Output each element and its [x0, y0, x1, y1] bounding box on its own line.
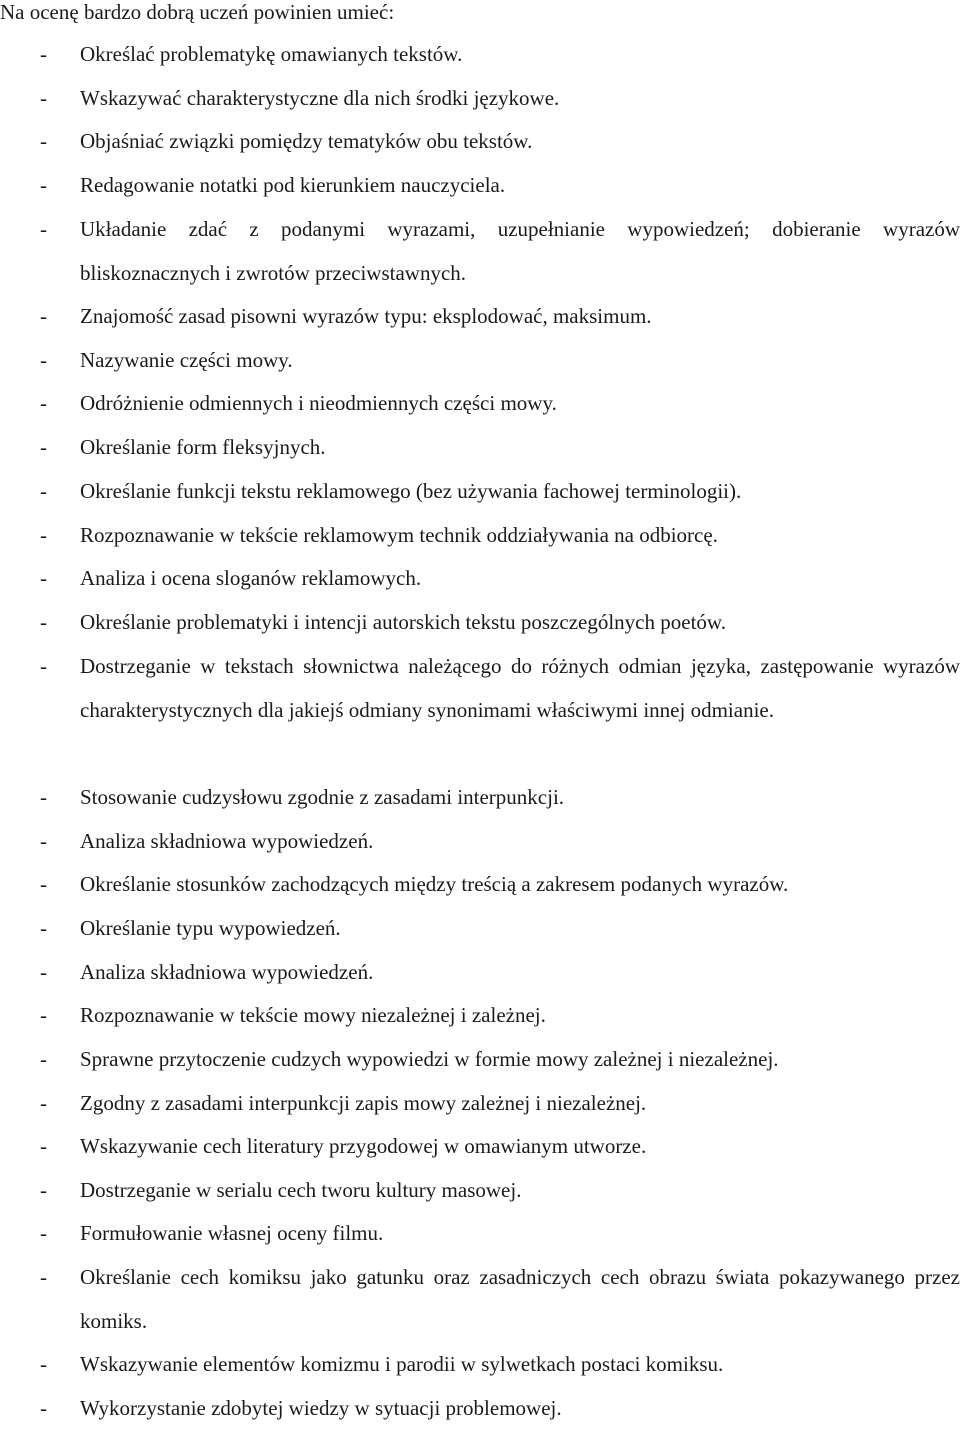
list-item-text: Wskazywać charakterystyczne dla nich środki językowe. [80, 86, 560, 110]
list-item-text: Nazywanie części mowy. [80, 348, 293, 372]
list-item-text: Stosowanie cudzysłowu zgodnie z zasadami interpunkcji. [80, 785, 565, 809]
list-item-text: Analiza składniowa wypowiedzeń. [80, 960, 374, 984]
list-item-text: Wskazywanie elementów komizmu i parodii w sylwetkach postaci komiksu. [80, 1352, 724, 1376]
list-item-text: Znajomość zasad pisowni wyrazów typu: eksplodować, maksimum. [80, 304, 652, 328]
list-bullet: - [40, 566, 47, 590]
list-item-text: Rozpoznawanie w tekście mowy niezależnej i zależnej. [80, 1003, 546, 1027]
list-bullet: - [40, 435, 47, 459]
list-bullet: - [40, 610, 47, 634]
list-item-text: Układanie zdać z podanymi wyrazami, uzupełnianie wypowiedzeń; dobieranie wyrazów bliskoznacznych i zwrotów przeciwstawnych. [80, 217, 960, 285]
list-bullet: - [40, 829, 47, 853]
list-bullet: - [40, 348, 47, 372]
list-bullet: - [40, 1003, 47, 1027]
list-bullet: - [40, 1047, 47, 1071]
list-item-text: Rozpoznawanie w tekście reklamowym technik oddziaływania na odbiorcę. [80, 523, 718, 547]
document-heading: Na ocenę bardzo dobrą uczeń powinien umieć: [0, 0, 395, 24]
list-item-text: Sprawne przytoczenie cudzych wypowiedzi w formie mowy zależnej i niezależnej. [80, 1047, 779, 1071]
list-item-text: Określanie form fleksyjnych. [80, 435, 326, 459]
list-item-text: Określanie problematyki i intencji autorskich tekstu poszczególnych poetów. [80, 610, 726, 634]
list-bullet: - [40, 1091, 47, 1115]
list-item-text: Zgodny z zasadami interpunkcji zapis mowy zależnej i niezależnej. [80, 1091, 647, 1115]
list-bullet: - [40, 1396, 47, 1420]
list-item-text: Analiza i ocena sloganów reklamowych. [80, 566, 422, 590]
list-item-text: Dostrzeganie w serialu cech tworu kultury masowej. [80, 1178, 522, 1202]
list-item-text: Określanie funkcji tekstu reklamowego (bez używania fachowej terminologii). [80, 479, 742, 503]
list-bullet: - [40, 1134, 47, 1158]
list-bullet: - [40, 654, 47, 678]
list-bullet: - [40, 872, 47, 896]
list-item-text: Wskazywanie cech literatury przygodowej w omawianym utworze. [80, 1134, 647, 1158]
list-bullet: - [40, 1265, 47, 1289]
list-bullet: - [40, 1178, 47, 1202]
list-bullet: - [40, 785, 47, 809]
list-bullet: - [40, 86, 47, 110]
list-item-text: Redagowanie notatki pod kierunkiem nauczyciela. [80, 173, 506, 197]
list-item-text: Dostrzeganie w tekstach słownictwa należącego do różnych odmian języka, zastępowanie wyrazów charakterystycznych dla jakiejś odmiany synonimami właściwymi innej odmianie. [80, 654, 960, 722]
list-bullet: - [40, 1221, 47, 1245]
list-bullet: - [40, 42, 47, 66]
list-bullet: - [40, 304, 47, 328]
list-bullet: - [40, 173, 47, 197]
list-bullet: - [40, 479, 47, 503]
list-item-text: Określanie stosunków zachodzących między treścią a zakresem podanych wyrazów. [80, 872, 789, 896]
list-bullet: - [40, 217, 47, 241]
list-bullet: - [40, 129, 47, 153]
list-item-text: Formułowanie własnej oceny filmu. [80, 1221, 384, 1245]
list-item-text: Określać problematykę omawianych tekstów. [80, 42, 463, 66]
list-item-text: Objaśniać związki pomiędzy tematyków obu tekstów. [80, 129, 533, 153]
list-item-text: Określanie typu wypowiedzeń. [80, 916, 341, 940]
list-item-text: Określanie cech komiksu jako gatunku oraz zasadniczych cech obrazu świata pokazywanego przez komiks. [80, 1265, 960, 1333]
list-item-text: Wykorzystanie zdobytej wiedzy w sytuacji problemowej. [80, 1396, 562, 1420]
list-item-text: Analiza składniowa wypowiedzeń. [80, 829, 374, 853]
list-bullet: - [40, 1352, 47, 1376]
list-item-text: Odróżnienie odmiennych i nieodmiennych części mowy. [80, 391, 557, 415]
list-bullet: - [40, 391, 47, 415]
list-bullet: - [40, 916, 47, 940]
list-bullet: - [40, 523, 47, 547]
list-bullet: - [40, 960, 47, 984]
